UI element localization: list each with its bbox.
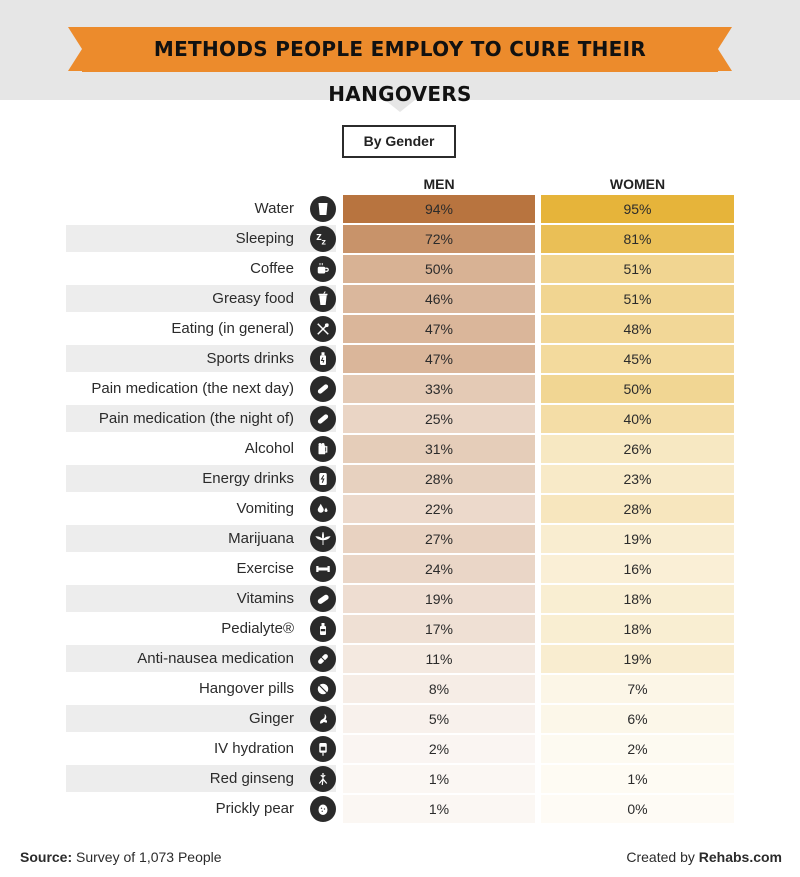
source-label: Source:: [20, 849, 73, 865]
row-label: Coffee: [250, 260, 294, 277]
prickly-pear-icon: [310, 796, 336, 822]
row-label: Sports drinks: [206, 350, 294, 367]
dumbbell-icon: [310, 556, 336, 582]
row-label: Eating (in general): [171, 320, 294, 337]
row-label: Alcohol: [244, 440, 294, 457]
row-label: Marijuana: [228, 530, 294, 547]
cell-women: 51%: [541, 285, 734, 313]
cell-men: 47%: [343, 345, 535, 373]
row-label: Hangover pills: [198, 680, 294, 697]
row-label: Pain medication (the night of): [98, 410, 294, 427]
cell-women: 0%: [541, 795, 734, 823]
cell-men: 46%: [343, 285, 535, 313]
cup-icon: [310, 196, 336, 222]
column-header-women: WOMEN: [609, 176, 666, 192]
row-label: Vomiting: [236, 500, 294, 517]
cell-women: 19%: [541, 525, 734, 553]
sports-bottle-icon: [310, 346, 336, 372]
coffee-mug-icon: [310, 256, 336, 282]
beer-mug-icon: [310, 436, 336, 462]
cell-men: 31%: [343, 435, 535, 463]
cell-men: 25%: [343, 405, 535, 433]
credit-note: [626, 849, 782, 865]
cell-women: 23%: [541, 465, 734, 493]
cell-women: 40%: [541, 405, 734, 433]
vitamin-pill-icon: [310, 586, 336, 612]
row-label: Anti-nausea medication: [137, 650, 294, 667]
cell-men: 72%: [343, 225, 535, 253]
cell-women: 51%: [541, 255, 734, 283]
row-label: Pedialyte®: [221, 620, 294, 637]
svg-text:Z: Z: [316, 232, 322, 242]
cell-women: 45%: [541, 345, 734, 373]
cell-women: 18%: [541, 615, 734, 643]
ginger-root-icon: [310, 706, 336, 732]
row-label: Exercise: [236, 560, 294, 577]
cell-men: 24%: [343, 555, 535, 583]
cell-women: 1%: [541, 765, 734, 793]
row-label: Red ginseng: [209, 770, 294, 787]
credit-text: Created by: [626, 849, 695, 865]
credit-brand: Rehabs.com: [698, 849, 782, 865]
cell-men: 8%: [343, 675, 535, 703]
cell-men: 1%: [343, 765, 535, 793]
cell-men: 5%: [343, 705, 535, 733]
row-label: Greasy food: [212, 290, 294, 307]
cell-men: 2%: [343, 735, 535, 763]
cell-men: 33%: [343, 375, 535, 403]
cell-men: 50%: [343, 255, 535, 283]
chart-title: METHODS PEOPLE EMPLOY TO CURE THEIR HANGOVERS: [82, 27, 718, 72]
iv-bag-icon: [310, 736, 336, 762]
row-label: Energy drinks: [202, 470, 294, 487]
cell-women: 19%: [541, 645, 734, 673]
cell-women: 6%: [541, 705, 734, 733]
fork-spoon-icon: [310, 316, 336, 342]
cannabis-leaf-icon: [310, 526, 336, 552]
capsule-icon: [310, 376, 336, 402]
cell-women: 16%: [541, 555, 734, 583]
pill-icon: [310, 646, 336, 672]
round-tablet-icon: [310, 676, 336, 702]
row-label: IV hydration: [213, 740, 294, 757]
cell-women: 2%: [541, 735, 734, 763]
cell-men: 47%: [343, 315, 535, 343]
cell-men: 19%: [343, 585, 535, 613]
row-label: Prickly pear: [215, 800, 294, 817]
ginseng-root-icon: [310, 766, 336, 792]
column-header-men: MEN: [423, 176, 455, 192]
cell-men: 1%: [343, 795, 535, 823]
source-note: [20, 849, 222, 865]
source-text: Survey of 1,073 People: [76, 849, 222, 865]
svg-text:Z: Z: [321, 239, 326, 247]
cell-men: 94%: [343, 195, 535, 223]
cell-men: 28%: [343, 465, 535, 493]
cell-women: 28%: [541, 495, 734, 523]
capsule-icon: [310, 406, 336, 432]
droplets-icon: [310, 496, 336, 522]
cell-women: 26%: [541, 435, 734, 463]
row-label: Ginger: [248, 710, 294, 727]
cell-men: 17%: [343, 615, 535, 643]
cell-women: 81%: [541, 225, 734, 253]
cell-men: 22%: [343, 495, 535, 523]
chart-subtitle: By Gender: [342, 125, 456, 158]
cell-women: 18%: [541, 585, 734, 613]
fast-food-cup-icon: [310, 286, 336, 312]
cell-women: 48%: [541, 315, 734, 343]
sleep-zzz-icon: [310, 226, 336, 252]
cell-men: 11%: [343, 645, 535, 673]
row-label: Pain medication (the next day): [91, 380, 294, 397]
cell-women: 95%: [541, 195, 734, 223]
energy-can-icon: [310, 466, 336, 492]
row-label: Vitamins: [236, 590, 294, 607]
cell-men: 27%: [343, 525, 535, 553]
cell-women: 50%: [541, 375, 734, 403]
pedialyte-bottle-icon: [310, 616, 336, 642]
row-label: Water: [254, 200, 294, 217]
cell-women: 7%: [541, 675, 734, 703]
row-label: Sleeping: [235, 230, 294, 247]
